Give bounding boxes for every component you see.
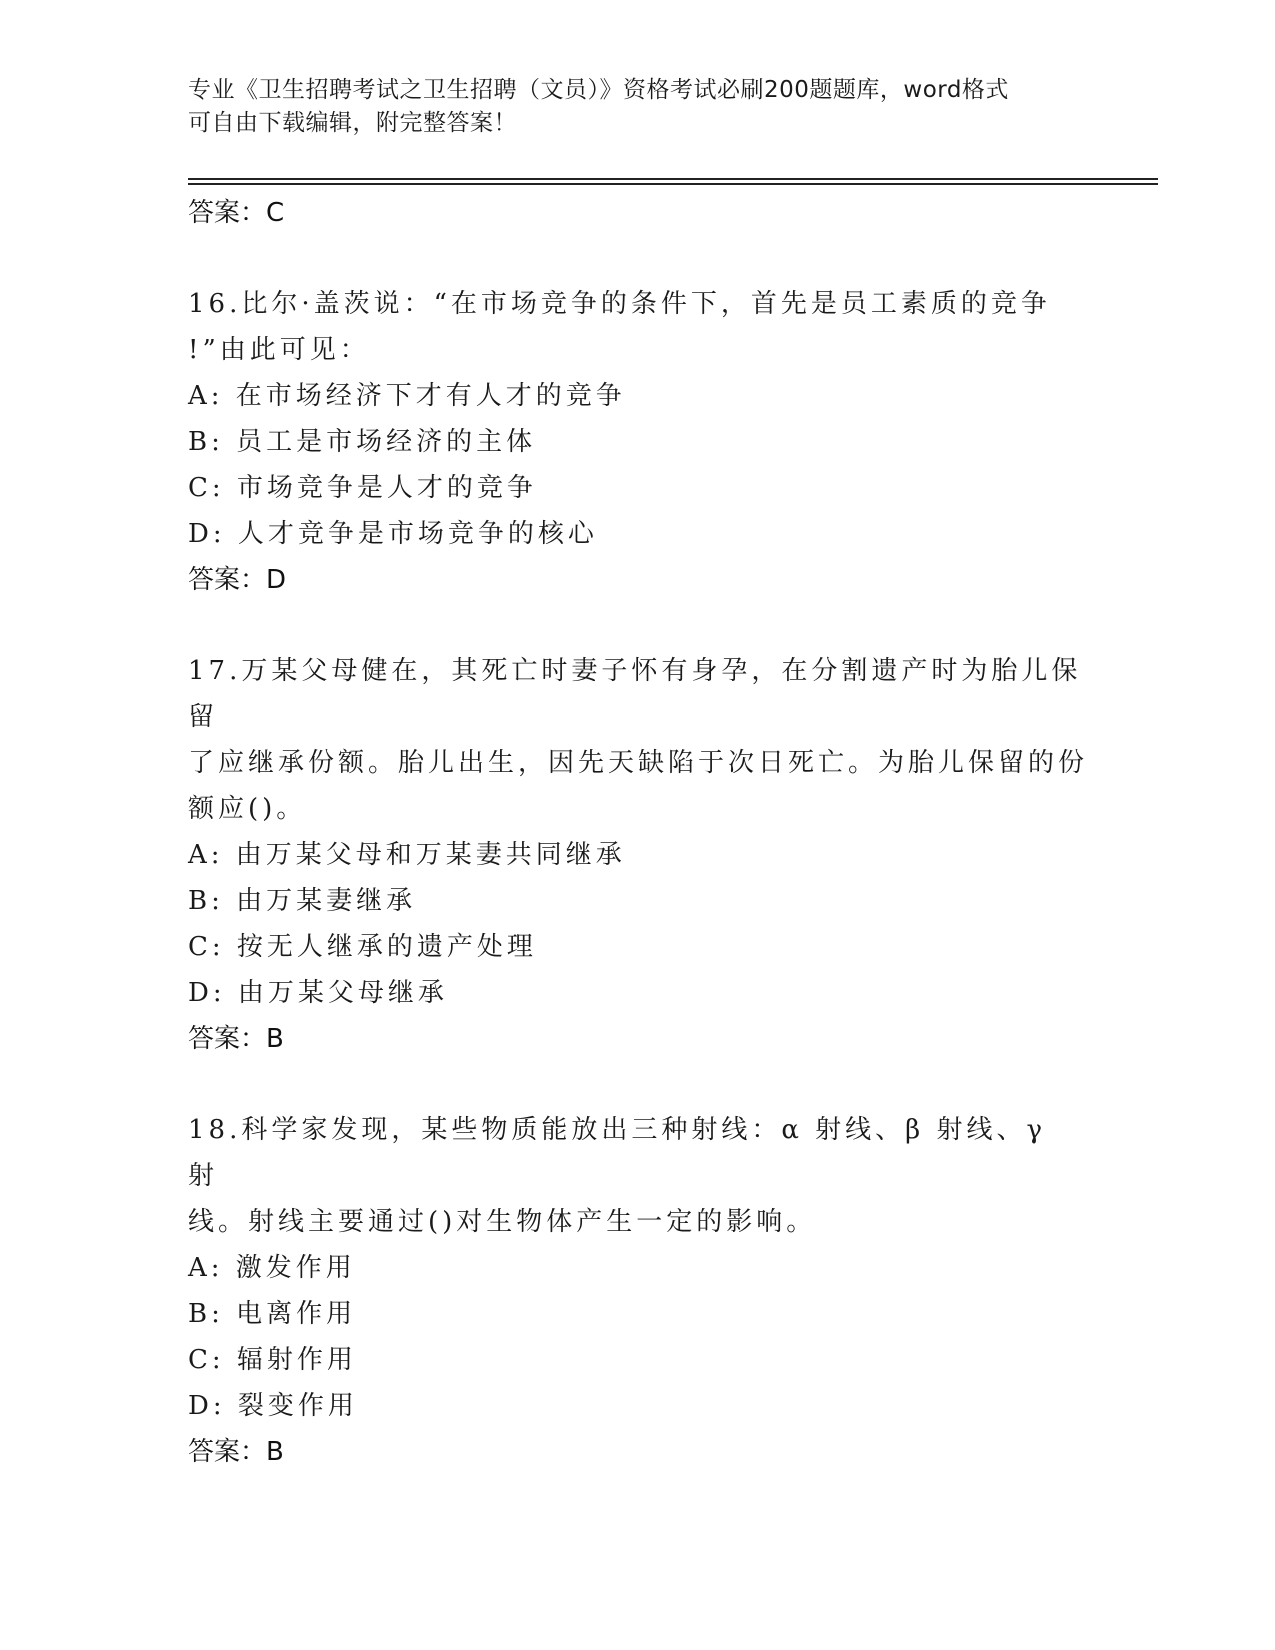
option-b: B: 员工是市场经济的主体 <box>188 427 537 457</box>
header-rule-top <box>188 178 1158 180</box>
option-c: C: 按无人继承的遗产处理 <box>188 932 537 962</box>
question-16 <box>188 281 1088 603</box>
question-18 <box>188 1107 1088 1475</box>
question-text-line: !”由此可见： <box>188 335 370 365</box>
question-text-line: 18.科学家发现，某些物质能放出三种射线：α 射线、β 射线、γ 射 <box>188 1115 1059 1191</box>
option-a: A: 激发作用 <box>188 1253 356 1283</box>
question-17 <box>188 648 1088 1062</box>
question-text-line: 了应继承份额。胎儿出生，因先天缺陷于次日死亡。为胎儿保留的份 <box>188 748 1089 778</box>
question-list <box>188 190 1088 1475</box>
option-b: B: 电离作用 <box>188 1299 357 1329</box>
header-line-1: 专业《卫生招聘考试之卫生招聘（文员）》资格考试必刷200题题库，word格式 <box>188 77 1009 103</box>
question-text-line: 17.万某父母健在，其死亡时妻子怀有身孕，在分割遗产时为胎儿保留 <box>188 656 1082 732</box>
answer: 答案：D <box>188 565 287 595</box>
spacer <box>188 236 1088 281</box>
option-c: C: 辐射作用 <box>188 1345 357 1375</box>
option-c: C: 市场竞争是人才的竞争 <box>188 473 537 503</box>
option-a: A: 由万某父母和万某妻共同继承 <box>188 840 626 870</box>
question-text-line: 额应()。 <box>188 794 307 824</box>
option-d: D: 人才竞争是市场竞争的核心 <box>188 519 598 549</box>
header-line-2: 可自由下载编辑，附完整答案！ <box>188 110 517 136</box>
question-text-line: 线。射线主要通过()对生物体产生一定的影响。 <box>188 1207 817 1237</box>
option-b: B: 由万某妻继承 <box>188 886 417 916</box>
option-d: D: 裂变作用 <box>188 1391 358 1421</box>
option-a: A: 在市场经济下才有人才的竞争 <box>188 381 626 411</box>
answer: 答案：B <box>188 1024 284 1054</box>
header-rule-bottom <box>188 183 1158 185</box>
previous-answer: 答案：C <box>188 198 285 228</box>
spacer <box>188 603 1088 648</box>
answer: 答案：B <box>188 1437 284 1467</box>
document-header <box>188 74 1068 140</box>
spacer <box>188 1062 1088 1107</box>
option-d: D: 由万某父母继承 <box>188 978 448 1008</box>
question-text-line: 16.比尔·盖茨说：“在市场竞争的条件下，首先是员工素质的竞争 <box>188 289 1051 319</box>
